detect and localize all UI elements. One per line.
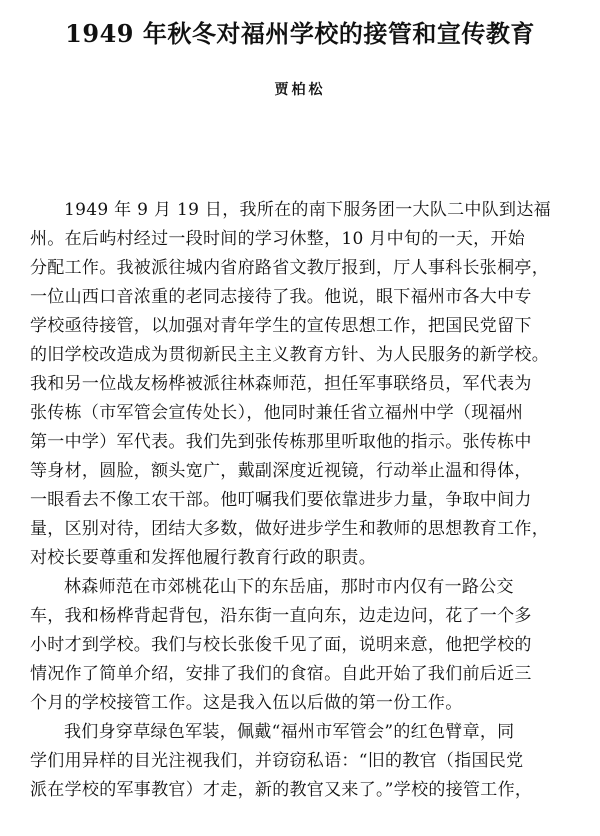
text-line: 州。在后屿村经过一段时间的学习休整，10 月中旬的一天，开始 bbox=[30, 229, 526, 249]
text-line: 车，我和杨桦背起背包，沿东街一直向东，边走边问，花了一个多 bbox=[30, 606, 532, 626]
text-line: 个月的学校接管工作。这是我入伍以后做的第一份工作。 bbox=[30, 693, 463, 713]
paragraph bbox=[30, 196, 575, 573]
text-line: 我和另一位战友杨桦被派往林森师范，担任军事联络员，军代表为 bbox=[30, 374, 532, 394]
text-line: 小时才到学校。我们与校长张俊千见了面，说明来意，他把学校的 bbox=[30, 635, 532, 655]
text-line: 分配工作。我被派往城内省府路省文教厅报到，厅人事科长张桐亭， bbox=[30, 258, 549, 278]
text-line: 的旧学校改造成为贯彻新民主主义教育方针、为人民服务的新学校。 bbox=[30, 345, 549, 365]
text-line: 一眼看去不像工农干部。他叮嘱我们要依靠进步力量，争取中间力 bbox=[30, 490, 532, 510]
text-line: 一位山西口音浓重的老同志接待了我。他说，眼下福州市各大中专 bbox=[30, 287, 532, 307]
text-line: 学校亟待接管，以加强对青年学生的宣传思想工作，把国民党留下 bbox=[30, 316, 532, 336]
text-line: 第一中学）军代表。我们先到张传栋那里听取他的指示。张传栋中 bbox=[30, 432, 532, 452]
text-line: 量，区别对待，团结大多数，做好进步学生和教师的思想教育工作， bbox=[30, 519, 549, 539]
paragraph bbox=[30, 718, 575, 805]
text-line: 我们身穿草绿色军装，佩戴“福州市军管会”的红色臂章，同 bbox=[64, 722, 515, 742]
text-line: 派在学校的军事教官）才走，新的教官又来了。”学校的接管工作， bbox=[30, 780, 533, 800]
text-line: 等身材，圆脸，额头宽广，戴副深度近视镜，行动举止温和得体， bbox=[30, 461, 532, 481]
paragraph bbox=[30, 573, 575, 718]
text-line: 张传栋（市军管会宣传处长），他同时兼任省立福州中学（现福州 bbox=[30, 403, 524, 423]
text-line: 对校长要尊重和发挥他履行教育行政的职责。 bbox=[30, 548, 376, 568]
text-line: 林森师范在市郊桃花山下的东岳庙，那时市内仅有一路公交 bbox=[64, 577, 514, 597]
text-line: 1949 年 9 月 19 日，我所在的南下服务团一大队二中队到达福 bbox=[64, 200, 551, 220]
text-line: 学们用异样的目光注视我们，并窃窃私语：“旧的教官（指国民党 bbox=[30, 751, 524, 771]
article-body bbox=[30, 196, 575, 805]
author-name: 贾柏松 bbox=[274, 82, 326, 98]
document-title: 1949 年秋冬对福州学校的接管和宣传教育 bbox=[65, 19, 535, 48]
text-line: 情况作了简单介绍，安排了我们的食宿。自此开始了我们前后近三 bbox=[30, 664, 532, 684]
